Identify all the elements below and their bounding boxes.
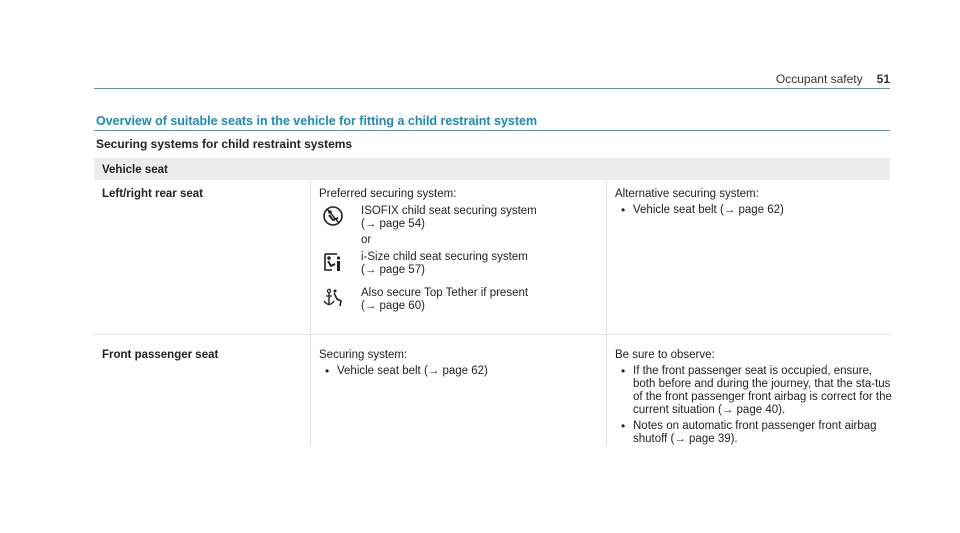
list-item: • Notes on automatic front passenger front airbag shutoff (→ page 39). bbox=[633, 420, 895, 446]
bullet-list bbox=[615, 204, 895, 217]
page-header bbox=[776, 72, 890, 86]
cell-intro: Preferred securing system: bbox=[319, 188, 457, 200]
list-item: • Vehicle seat belt (→ page 62) bbox=[633, 204, 895, 217]
bullet-list bbox=[615, 365, 895, 446]
item-text: ISOFIX child seat securing system bbox=[361, 205, 537, 217]
securing-system-cell bbox=[310, 335, 609, 445]
list-item: • Vehicle seat belt (→ page 62) bbox=[337, 365, 609, 378]
bullet-list bbox=[319, 365, 609, 378]
item-text: i-Size child seat securing system bbox=[361, 251, 528, 263]
page-number: 51 bbox=[876, 72, 890, 86]
table-row bbox=[94, 180, 890, 335]
header-rule bbox=[94, 88, 890, 89]
seat-name: Left/right rear seat bbox=[102, 188, 203, 200]
list-item bbox=[319, 205, 609, 231]
cell-intro: Alternative securing system: bbox=[615, 188, 759, 200]
subsection-title: Securing systems for child restraint systems bbox=[96, 137, 353, 151]
list-item bbox=[319, 287, 609, 313]
i-size-child-seat-icon bbox=[323, 251, 343, 273]
cell-intro: Be sure to observe: bbox=[615, 349, 715, 361]
top-tether-anchor-icon bbox=[323, 287, 343, 309]
page-ref-link[interactable]: (→ page 57) bbox=[361, 264, 425, 276]
observe-cell bbox=[606, 335, 895, 445]
item-text: Also secure Top Tether if present bbox=[361, 287, 529, 299]
page-ref-link[interactable]: (→ page 54) bbox=[361, 218, 425, 230]
list-item: • If the front passenger seat is occupied, ensure, both before and during the journey, that the sta-tus of the front passenger front airbag is correct for the current situation (→ page 40). bbox=[633, 365, 895, 417]
section-name: Occupant safety bbox=[775, 72, 863, 86]
preferred-system-cell bbox=[310, 180, 609, 334]
list-item bbox=[319, 251, 609, 277]
section-rule bbox=[94, 130, 890, 131]
table-header: Vehicle seat bbox=[94, 158, 890, 180]
cell-intro: Securing system: bbox=[319, 349, 408, 361]
alternative-system-cell bbox=[606, 180, 895, 334]
page-ref-link[interactable]: (→ page 60) bbox=[361, 300, 425, 312]
child-seat-table bbox=[94, 158, 890, 445]
isofix-child-seat-icon bbox=[323, 205, 343, 227]
section-title: Overview of suitable seats in the vehicle for fitting a child restraint system bbox=[96, 114, 538, 128]
seat-name: Front passenger seat bbox=[102, 349, 219, 361]
table-row bbox=[94, 335, 890, 445]
or-label: or bbox=[361, 234, 372, 246]
